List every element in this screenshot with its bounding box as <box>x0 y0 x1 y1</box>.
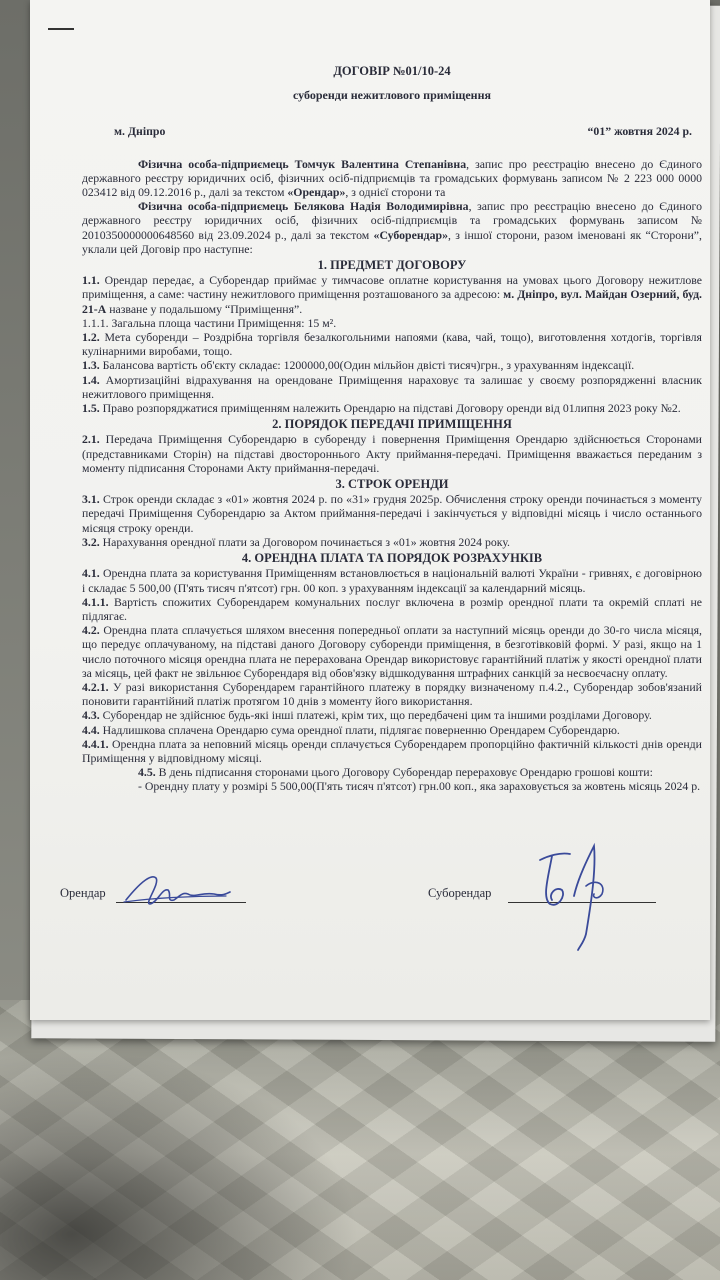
clause-2-1 <box>82 432 702 475</box>
section-1-heading: 1. ПРЕДМЕТ ДОГОВОРУ <box>317 258 467 273</box>
clause-number: 4.2.1. <box>82 679 109 694</box>
contract-page <box>30 0 710 1020</box>
clause-4-3 <box>82 708 702 722</box>
clause-number: 4.1. <box>82 566 100 581</box>
clause-3-2 <box>82 535 702 549</box>
party-landlord-paragraph <box>82 157 702 200</box>
clause-3-1 <box>82 492 702 535</box>
city: м. Дніпро <box>114 124 166 139</box>
clause-4-1-1 <box>82 595 702 623</box>
clause-text: Орендна плата за користування Приміщенням встановлюється в національній валюті України - гривнях, є договірною і складає 5 500,00 (П'ять тисяч п'ятсот) грн. 00 коп. з урахуванням індексації за календарний місяць. <box>82 566 702 595</box>
clause-text: Мета суборенди – Роздрібна торгівля безалкогольними напоями (кава, чай, тощо), виготовлення хотдогів, торгівля кулінарними виробами, тощо. <box>82 330 702 359</box>
clause-1-1-1: 1.1.1. Загальна площа частини Приміщення: 15 м². <box>82 315 337 330</box>
clause-4-4-1 <box>82 737 702 765</box>
subtenant-name: Фізична особа-підприємець Белякова Надія Володимирівна <box>138 199 469 214</box>
clause-text: Балансова вартість об'єкту складає: 1200000,00(Один мільйон двісті тисяч)грн., з урахуванням індексації. <box>99 358 635 373</box>
clause-text: Орендар передає, а Суборендар приймає у тимчасове оплатне користування на умовах цього Договору нежитлове приміщення, а саме: частину нежитлового приміщення розташованого за адресою: <box>82 273 702 302</box>
clause-number: 1.5. <box>82 401 100 416</box>
party-subtenant-paragraph <box>82 199 702 256</box>
subtenant-role: «Суборендар» <box>373 227 448 242</box>
clause-text: Строк оренди складає з «01» жовтня 2024 р. по «31» грудня 2025р. Обчислення строку оренди починається з моменту передачі Приміщення Суборендарю за Актом приймання-передачі і закінчується у відповідні місяць і число останнього місяця строку оренди. <box>82 492 702 535</box>
clause-number: 1.4. <box>82 372 100 387</box>
clause-number: 4.5. <box>138 765 156 780</box>
landlord-tail: , з однієї сторони та <box>345 185 446 200</box>
clause-4-5-item: - Орендну плату у розмірі 5 500,00(П'ять тисяч п'ятсот) грн.00 коп., яка зараховується за жовтень місяць 2024 р. <box>138 779 701 794</box>
document-title: ДОГОВІР №01/10-24 <box>333 64 451 78</box>
clause-1-2 <box>82 330 702 358</box>
clause-4-1 <box>82 566 702 594</box>
clause-1-3 <box>82 358 702 372</box>
corner-mark <box>48 28 74 30</box>
signature-area <box>60 856 680 956</box>
clause-4-5 <box>82 765 702 779</box>
landlord-signature-label: Орендар <box>60 886 106 900</box>
clause-number: 1.2. <box>82 330 100 345</box>
clause-number: 4.3. <box>82 708 100 723</box>
subtenant-tail: , з іншої сторони, разом іменовані як “Сторони”, уклали цей Договір про наступне: <box>82 227 702 256</box>
clause-text: Орендна плата сплачується шляхом внесення попередньої оплати за наступний місяць оренди до 30-го числа місяця, що передує оплачуваному, на підставі даного Договору суборенди приміщення, в безготівковій формі. У разі, якщо на 1 число поточного місяця орендна плата не перерахована Орендар використовує гарантійний платіж у якості орендної плати за місяць, цей факт не звільнює Суборендаря від обов'язку відшкодування штрафних санкцій за несвоєчасну оплату. <box>82 623 702 680</box>
clause-number: 4.4. <box>82 722 100 737</box>
clause-4-2-1 <box>82 680 702 708</box>
clause-number: 4.1.1. <box>82 594 109 609</box>
clause-text: Амортизаційні відрахування на орендоване Приміщення нараховує та залишає у своєму розпорядженні власник нежитлового приміщення. <box>82 372 702 401</box>
landlord-details: , запис про реєстрацію внесено до Єдиного державного реєстру юридичних осіб, фізичних осіб-підприємців та громадських формувань записом № 2 223 000 0000 023412 від 09.12.2016 р., далі за текстом <box>82 156 702 200</box>
clause-4-2 <box>82 623 702 680</box>
clause-text: Передача Приміщення Суборендарю в суборенду і повернення Приміщення Орендарю здійснюється Сторонами (представниками Сторін) на підставі двостороннього Акту приймання-передачі. Приміщення вважається переданим з моменту підписання Сторонами Акту приймання-передачі. <box>82 432 702 475</box>
section-2-heading: 2. ПОРЯДОК ПЕРЕДАЧІ ПРИМІЩЕННЯ <box>272 417 512 432</box>
document-body <box>82 64 702 794</box>
clause-number: 3.2. <box>82 534 100 549</box>
clause-number: 1.3. <box>82 358 100 373</box>
clause-1-4 <box>82 373 702 401</box>
clause-4-4 <box>82 723 702 737</box>
clause-1-1 <box>82 273 702 316</box>
landlord-signature <box>122 870 232 910</box>
subtenant-signature-label: Суборендар <box>428 886 492 900</box>
landlord-name: Фізична особа-підприємець Томчук Валентина Степанівна <box>138 156 467 171</box>
subtenant-signature <box>522 838 632 954</box>
floor-shadow <box>0 1050 360 1280</box>
clause-number: 3.1. <box>82 492 100 507</box>
landlord-role: «Орендар» <box>287 185 346 200</box>
clause-text: Суборендар не здійснює будь-які інші платежі, крім тих, що передбачені цим та іншими розділами Договору. <box>99 708 652 723</box>
clause-number: 1.1. <box>82 273 100 288</box>
clause-number: 2.1. <box>82 432 100 447</box>
section-4-heading: 4. ОРЕНДНА ПЛАТА ТА ПОРЯДОК РОЗРАХУНКІВ <box>241 551 543 566</box>
clause-text: Право розпоряджатися приміщенням належить Орендарю на підставі Договору оренди від 01липня 2023 року №2. <box>99 401 681 416</box>
section-3-heading: 3. СТРОК ОРЕНДИ <box>335 477 449 492</box>
document-subtitle: суборенди нежитлового приміщення <box>293 88 491 103</box>
clause-text: назване у подальшому “Приміщення”. <box>106 301 303 316</box>
clause-text: Вартість спожитих Суборендарем комунальних послуг включена в розмір орендної плати та окремій сплаті не підлягає. <box>82 594 702 623</box>
clause-text: Надлишкова сплачена Орендарю сума орендної плати, підлягає поверненню Орендарем Суборендарю. <box>99 722 620 737</box>
clause-number: 4.4.1. <box>82 736 109 751</box>
clause-text: В день підписання сторонами цього Договору Суборендар перераховує Орендарю грошові кошти: <box>155 765 653 780</box>
subtenant-details: , запис про реєстрацію внесено до Єдиного державного реєстру юридичних осіб, фізичних осіб-підприємців та громадських формувань записом № 2010350000000648560 від 23.09.2024 р., далі за текстом <box>82 199 703 242</box>
clause-number: 4.2. <box>82 623 100 638</box>
city-date-line <box>82 124 702 138</box>
contract-date: “01” жовтня 2024 р. <box>587 124 692 139</box>
clause-text: Орендна плата за неповний місяць оренди сплачується Суборендарем пропорційно фактичній кількості днів оренди Приміщення у відповідному місяці. <box>82 736 702 765</box>
clause-text: Нарахування орендної плати за Договором починається з «01» жовтня 2024 року. <box>99 534 510 549</box>
clause-1-5 <box>82 401 702 415</box>
premises-address: м. Дніпро, вул. Майдан Озерний, буд. 21-А <box>82 287 702 316</box>
clause-text: У разі використання Суборендарем гарантійного платежу в порядку визначеному п.4.2., Суборендар зобов'язаний поновити гарантійний платіж протягом 10 днів з моменту його використання. <box>82 679 702 709</box>
